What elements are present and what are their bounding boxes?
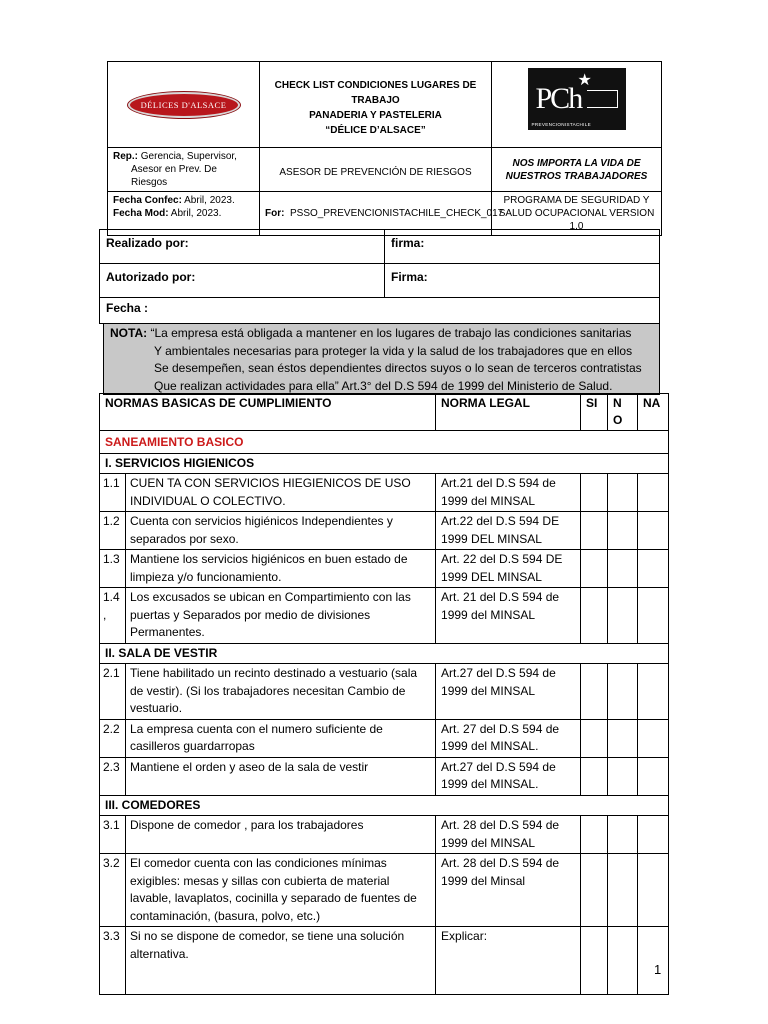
programa-cell: PROGRAMA DE SEGURIDAD Y SALUD OCUPACIONAL VERSION 1.0 — [492, 192, 662, 236]
table-row — [100, 927, 669, 995]
no-checkbox[interactable] — [608, 550, 638, 588]
si-checkbox[interactable] — [581, 474, 608, 512]
checklist-table — [99, 393, 669, 995]
row-legal: Art. 22 del D.S 594 DE 1999 DEL MINSAL — [436, 550, 581, 588]
row-description: CUEN TA CON SERVICIOS HIEGIENICOS DE USO INDIVIDUAL O COLECTIVO. — [126, 474, 436, 512]
company-logo-cell — [108, 62, 260, 148]
si-checkbox[interactable] — [581, 664, 608, 720]
row-number: 1.3 — [100, 550, 126, 588]
pch-logo-subtext: PREVENCIONISTACHILE — [531, 122, 591, 127]
no-checkbox[interactable] — [608, 719, 638, 757]
row-legal: Art.27 del D.S 594 de 1999 del MINSAL. — [436, 757, 581, 795]
table-row — [100, 757, 669, 795]
na-checkbox[interactable] — [638, 550, 669, 588]
rep-cell — [108, 148, 260, 192]
na-checkbox[interactable] — [638, 757, 669, 795]
row-legal: Art. 28 del D.S 594 de 1999 del MINSAL — [436, 816, 581, 854]
table-row — [100, 512, 669, 550]
delices-logo: DÉLICES D'ALSACE — [128, 92, 240, 118]
rep-value-1: Gerencia, Supervisor, — [138, 151, 237, 162]
document-title — [260, 62, 492, 148]
no-checkbox[interactable] — [608, 854, 638, 927]
row-description: El comedor cuenta con las condiciones mínimas exigibles: mesas y sillas con cubierta de material lavable, lavaplatos, cocinilla y separado de fuentes de contaminación, (basura, polvo, etc.) — [126, 854, 436, 927]
document-header — [107, 61, 662, 236]
row-description: Cuenta con servicios higiénicos Independientes y separados por sexo. — [126, 512, 436, 550]
nota-line-2: Y ambientales necesarias para proteger la vida y la salud de los trabajadores que en ellos — [154, 343, 633, 358]
na-checkbox[interactable] — [638, 719, 669, 757]
row-number: 1.4 , — [100, 588, 126, 644]
no-checkbox[interactable] — [608, 512, 638, 550]
row-legal: Art.27 del D.S 594 de 1999 del MINSAL — [436, 664, 581, 720]
nota-line-4: Que realizan actividades para ella” Art.3° del D.S 594 de 1999 del Ministerio de Salud. — [154, 378, 613, 393]
col-no-header: N O — [608, 394, 638, 431]
row-number: 3.3 — [100, 927, 126, 995]
col-legal-header: NORMA LEGAL — [436, 394, 581, 431]
si-checkbox[interactable] — [581, 927, 608, 995]
section-title: II. SALA DE VESTIR — [100, 643, 669, 664]
si-checkbox[interactable] — [581, 550, 608, 588]
no-checkbox[interactable] — [608, 757, 638, 795]
no-checkbox[interactable] — [608, 927, 638, 995]
row-number: 2.3 — [100, 757, 126, 795]
table-row — [100, 816, 669, 854]
title-line-3: PANADERIA Y PASTELERIA — [309, 110, 442, 121]
fecha-field[interactable]: Fecha : — [100, 298, 660, 324]
nota-line-1: “La empresa está obligada a mantener en los lugares de trabajo las condiciones sanitarias — [147, 326, 632, 340]
section-saneamiento — [100, 431, 669, 454]
autorizado-field[interactable]: Autorizado por: — [100, 264, 385, 298]
na-checkbox[interactable] — [638, 474, 669, 512]
si-checkbox[interactable] — [581, 719, 608, 757]
asesor-cell: ASESOR DE PREVENCIÓN DE RIESGOS — [260, 148, 492, 192]
table-row — [100, 854, 669, 927]
na-checkbox[interactable] — [638, 816, 669, 854]
fecha-mod-value: Abril, 2023. — [168, 208, 222, 219]
for-value: PSSO_PREVENCIONISTACHILE_CHECK_017 — [290, 208, 504, 219]
na-checkbox[interactable] — [638, 854, 669, 927]
section-saneamiento-title: SANEAMIENTO BASICO — [105, 435, 244, 449]
row-number: 3.2 — [100, 854, 126, 927]
motto-cell: NOS IMPORTA LA VIDA DE NUESTROS TRABAJADORES — [492, 148, 662, 192]
fecha-confec-value: Abril, 2023. — [181, 195, 235, 206]
na-checkbox[interactable] — [638, 512, 669, 550]
rep-value-2: Asesor en Prev. De Riesgos — [131, 164, 217, 188]
table-row — [100, 474, 669, 512]
col-normas-header: NORMAS BASICAS DE CUMPLIMIENTO — [100, 394, 436, 431]
na-checkbox[interactable] — [638, 664, 669, 720]
row-number: 2.1 — [100, 664, 126, 720]
explicar-field[interactable]: Explicar: — [436, 927, 581, 995]
nota-box — [103, 323, 660, 395]
section-title: III. COMEDORES — [100, 795, 669, 816]
si-checkbox[interactable] — [581, 854, 608, 927]
firma-field-1[interactable]: firma: — [385, 230, 660, 264]
no-checkbox[interactable] — [608, 816, 638, 854]
logo-frame — [587, 90, 618, 108]
si-checkbox[interactable] — [581, 816, 608, 854]
star-icon: ★ — [577, 72, 592, 89]
si-checkbox[interactable] — [581, 757, 608, 795]
title-line-1: CHECK LIST CONDICIONES LUGARES DE — [274, 80, 477, 91]
row-legal: Art.22 del D.S 594 DE 1999 DEL MINSAL — [436, 512, 581, 550]
nota-label: NOTA: — [110, 326, 148, 340]
col-na-header: NA — [638, 394, 669, 431]
pch-logo — [528, 68, 626, 130]
row-number: 1.1 — [100, 474, 126, 512]
pch-logo-cell — [492, 62, 662, 148]
nota-line-3: Se desempeñen, sean éstos dependientes directos suyos o lo sean de terceros contratistas — [154, 361, 642, 375]
table-row — [100, 550, 669, 588]
pch-logo-text: PCh — [535, 82, 582, 115]
table-row — [100, 588, 669, 644]
row-description: Los excusados se ubican en Compartimiento con las puertas y Separados por medio de divisiones Permanentes. — [126, 588, 436, 644]
realizado-field[interactable]: Realizado por: — [100, 230, 385, 264]
row-description: Tiene habilitado un recinto destinado a vestuario (sala de vestir). (Si los trabajadores necesitan Cambio de vestuario. — [126, 664, 436, 720]
row-legal: Art.21 del D.S 594 de 1999 del MINSAL — [436, 474, 581, 512]
for-label: For: — [265, 208, 285, 219]
row-description: Mantiene los servicios higiénicos en buen estado de limpieza y/o funcionamiento. — [126, 550, 436, 588]
no-checkbox[interactable] — [608, 474, 638, 512]
page-number: 1 — [654, 962, 662, 977]
table-row — [100, 664, 669, 720]
row-description: La empresa cuenta con el numero suficiente de casilleros guardarropas — [126, 719, 436, 757]
fecha-confec-label: Fecha Confec: — [113, 195, 182, 206]
row-number: 1.2 — [100, 512, 126, 550]
row-legal: Art. 28 del D.S 594 de 1999 del Minsal — [436, 854, 581, 927]
table-row — [100, 719, 669, 757]
col-si-header: SI — [581, 394, 608, 431]
row-description: Dispone de comedor , para los trabajadores — [126, 816, 436, 854]
row-description: Mantiene el orden y aseo de la sala de vestir — [126, 757, 436, 795]
si-checkbox[interactable] — [581, 588, 608, 644]
na-checkbox[interactable] — [638, 927, 669, 995]
no-checkbox[interactable] — [608, 664, 638, 720]
signature-table — [99, 229, 660, 324]
title-line-4: “DÉLICE D’ALSACE” — [325, 125, 426, 136]
section-title: I. SERVICIOS HIGIENICOS — [100, 453, 669, 474]
fecha-mod-label: Fecha Mod: — [113, 208, 169, 219]
firma-field-2[interactable]: Firma: — [385, 264, 660, 298]
row-number: 2.2 — [100, 719, 126, 757]
no-checkbox[interactable] — [608, 588, 638, 644]
title-line-2: TRABAJO — [351, 95, 400, 106]
row-legal: Art. 21 del D.S 594 de 1999 del MINSAL — [436, 588, 581, 644]
row-legal: Art. 27 del D.S 594 de 1999 del MINSAL. — [436, 719, 581, 757]
row-number: 3.1 — [100, 816, 126, 854]
si-checkbox[interactable] — [581, 512, 608, 550]
rep-label: Rep.: — [113, 151, 138, 162]
na-checkbox[interactable] — [638, 588, 669, 644]
row-description: Si no se dispone de comedor, se tiene una solución alternativa. — [126, 927, 436, 995]
